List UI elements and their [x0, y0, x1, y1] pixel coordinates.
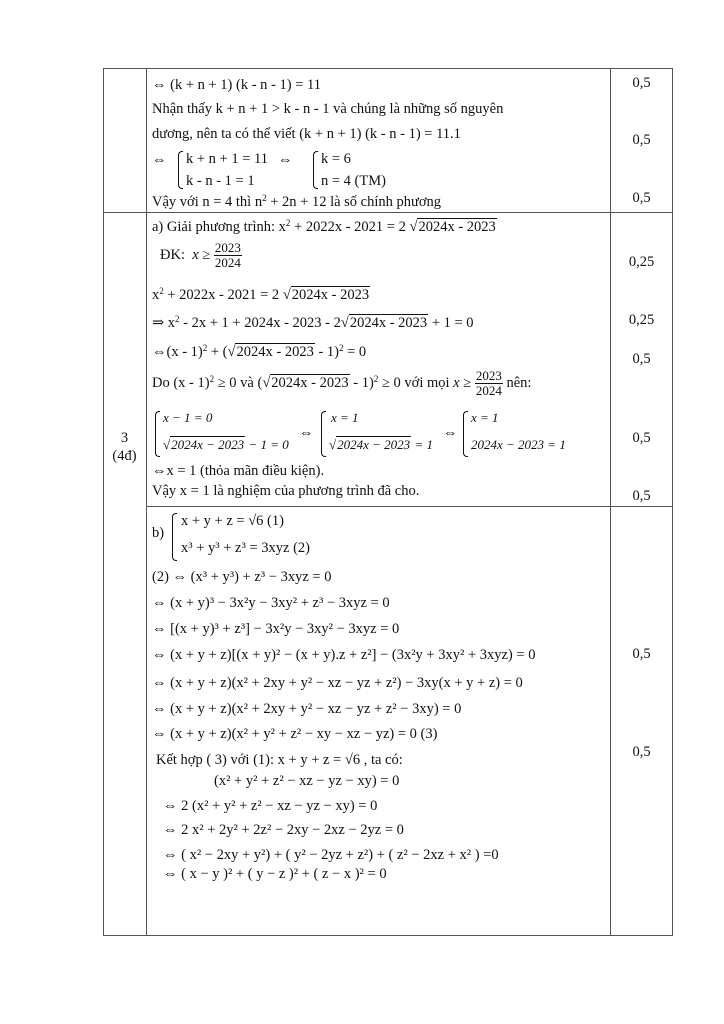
part-a-sys1-a: x − 1 = 0	[163, 410, 213, 425]
part-a-sys3-b: 2024x − 2023 = 1	[471, 437, 566, 452]
section-3-number: 3	[120, 430, 129, 446]
part-b-line-11: ⇔ 2 x² + 2y² + 2z² − 2xy − 2xz − 2yz = 0	[163, 822, 404, 838]
part-a-sys1-b: √2024x − 2023 − 1 = 0	[163, 437, 289, 452]
s2-sys-b: k - n - 1 = 1	[186, 173, 255, 189]
part-b-label: b)	[152, 525, 165, 541]
s2-score-2: 0,5	[632, 132, 651, 148]
part-a-conclusion: Vậy x = 1 là nghiệm của phương trình đã cho.	[152, 483, 420, 499]
column-divider-label	[146, 68, 147, 936]
s2-line-3: dương, nên ta có thể viết (k + n + 1) (k - n - 1) = 11.1	[152, 126, 461, 142]
part-a-sys2-a: x = 1	[331, 410, 359, 425]
part-a-line-3: ⇔(x - 1)$^2$ + (√2024x - 2023 - 1)$^2$ = 0	[152, 343, 367, 360]
s2-equiv-1: ⇔	[152, 152, 167, 168]
part-a-score-5: 0,5	[632, 488, 651, 504]
part-a-condition: ĐK: x ≥ $\frac{2023}{2024}$	[160, 240, 241, 271]
s2-line-1: ⇔ (k + n + 1) (k - n - 1) = 11	[152, 77, 321, 93]
part-b-line-13: ⇔ ( x − y )² + ( y − z )² + ( z − x )² = 0	[163, 866, 387, 882]
part-b-line-4: ⇔ (x + y + z)[(x + y)² − (x + y).z + z²] − (3x²y + 3xy² + 3xyz) = 0	[152, 647, 536, 663]
part-a-sys2-b: √2024x − 2023 = 1	[329, 437, 433, 452]
part-b-line-7: ⇔ (x + y + z)(x² + y² + z² − xy − xz − yz) = 0 (3)	[152, 726, 438, 742]
part-b-line-3: ⇔ [(x + y)³ + z³] − 3x²y − 3xy² − 3xyz = 0	[152, 621, 400, 637]
part-a-equiv-1: ⇔	[299, 425, 314, 441]
s2-brace-1	[178, 151, 183, 189]
s2-equiv-2: ⇔	[278, 152, 293, 168]
part-a-score-3: 0,5	[632, 351, 651, 367]
part-a-line-4: Do (x - 1)$^2$ ≥ 0 và (√2024x - 2023 - 1)$^2$ ≥ 0 với mọi x ≥ $\frac{2023}{2024}$ nên:	[152, 368, 532, 399]
part-a-score-4: 0,5	[632, 430, 651, 446]
part-b-score-1: 0,5	[632, 646, 651, 662]
part-a-brace-1	[155, 411, 160, 457]
part-a-brace-3	[463, 411, 468, 457]
part-b-line-10: ⇔ 2 (x² + y² + z² − xz − yz − xy) = 0	[163, 798, 378, 814]
part-a-title: a) Giải phương trình: $x^2 + 2022x - 2021 = 2$ √2024x - 2023	[152, 218, 496, 235]
part-b-line-1: (2) ⇔ (x³ + y³) + z³ − 3xyz = 0	[152, 569, 332, 585]
s2-sys-d: n = 4 (TM)	[321, 173, 386, 189]
part-a-equiv-2: ⇔	[443, 425, 458, 441]
row-divider-1	[103, 212, 673, 213]
part-b-line-6: ⇔ (x + y + z)(x² + 2xy + y² − xz − yz + z² − 3xy) = 0	[152, 701, 462, 717]
s2-brace-2	[313, 151, 318, 189]
part-a-sys3-a: x = 1	[471, 410, 499, 425]
row-divider-2	[146, 506, 673, 507]
s2-sys-a: k + n + 1 = 11	[186, 151, 268, 167]
part-b-brace	[172, 513, 177, 561]
s2-conclusion: Vậy với n = 4 thì $n^2 + 2n + 12$ là số chính phương	[152, 193, 442, 210]
s2-sys-c: k = 6	[321, 151, 351, 167]
s2-line-2: Nhận thấy k + n + 1 > k - n - 1 và chúng là những số nguyên	[152, 101, 504, 117]
s2-score-3: 0,5	[632, 190, 651, 206]
part-b-line-12: ⇔ ( x² − 2xy + y²) + ( y² − 2yz + z²) + ( z² − 2xz + x² ) =0	[163, 847, 499, 863]
part-b-line-9: (x² + y² + z² − xz − yz − xy) = 0	[214, 773, 400, 789]
part-a-score-1: 0,25	[628, 254, 655, 270]
part-a-line-2: ⇒ $x^2 - 2x + 1 + 2024x - 2023 - 2√2024x - 2023 + 1 = 0$	[152, 314, 474, 331]
part-a-brace-2	[321, 411, 326, 457]
part-b-line-5: ⇔ (x + y + z)(x² + 2xy + y² − xz − yz + z²) − 3xy(x + y + z) = 0	[152, 675, 523, 691]
part-a-score-2: 0,25	[628, 312, 655, 328]
section-3-points: (4đ)	[112, 448, 137, 464]
part-a-result: ⇔x = 1 (thỏa mãn điều kiện).	[152, 463, 325, 479]
part-a-line-1: $x^2 + 2022x - 2021 = 2$ √2024x - 2023	[152, 286, 370, 303]
s2-score-1: 0,5	[632, 75, 651, 91]
part-b-sys-2: x³ + y³ + z³ = 3xyz (2)	[181, 540, 310, 556]
part-b-sys-1: x + y + z = √6 (1)	[181, 513, 284, 529]
part-b-line-2: ⇔ (x + y)³ − 3x²y − 3xy² + z³ − 3xyz = 0	[152, 595, 390, 611]
part-b-score-2: 0,5	[632, 744, 651, 760]
part-b-line-8: Kết hợp ( 3) với (1): x + y + z = √6 , ta có:	[156, 752, 403, 768]
